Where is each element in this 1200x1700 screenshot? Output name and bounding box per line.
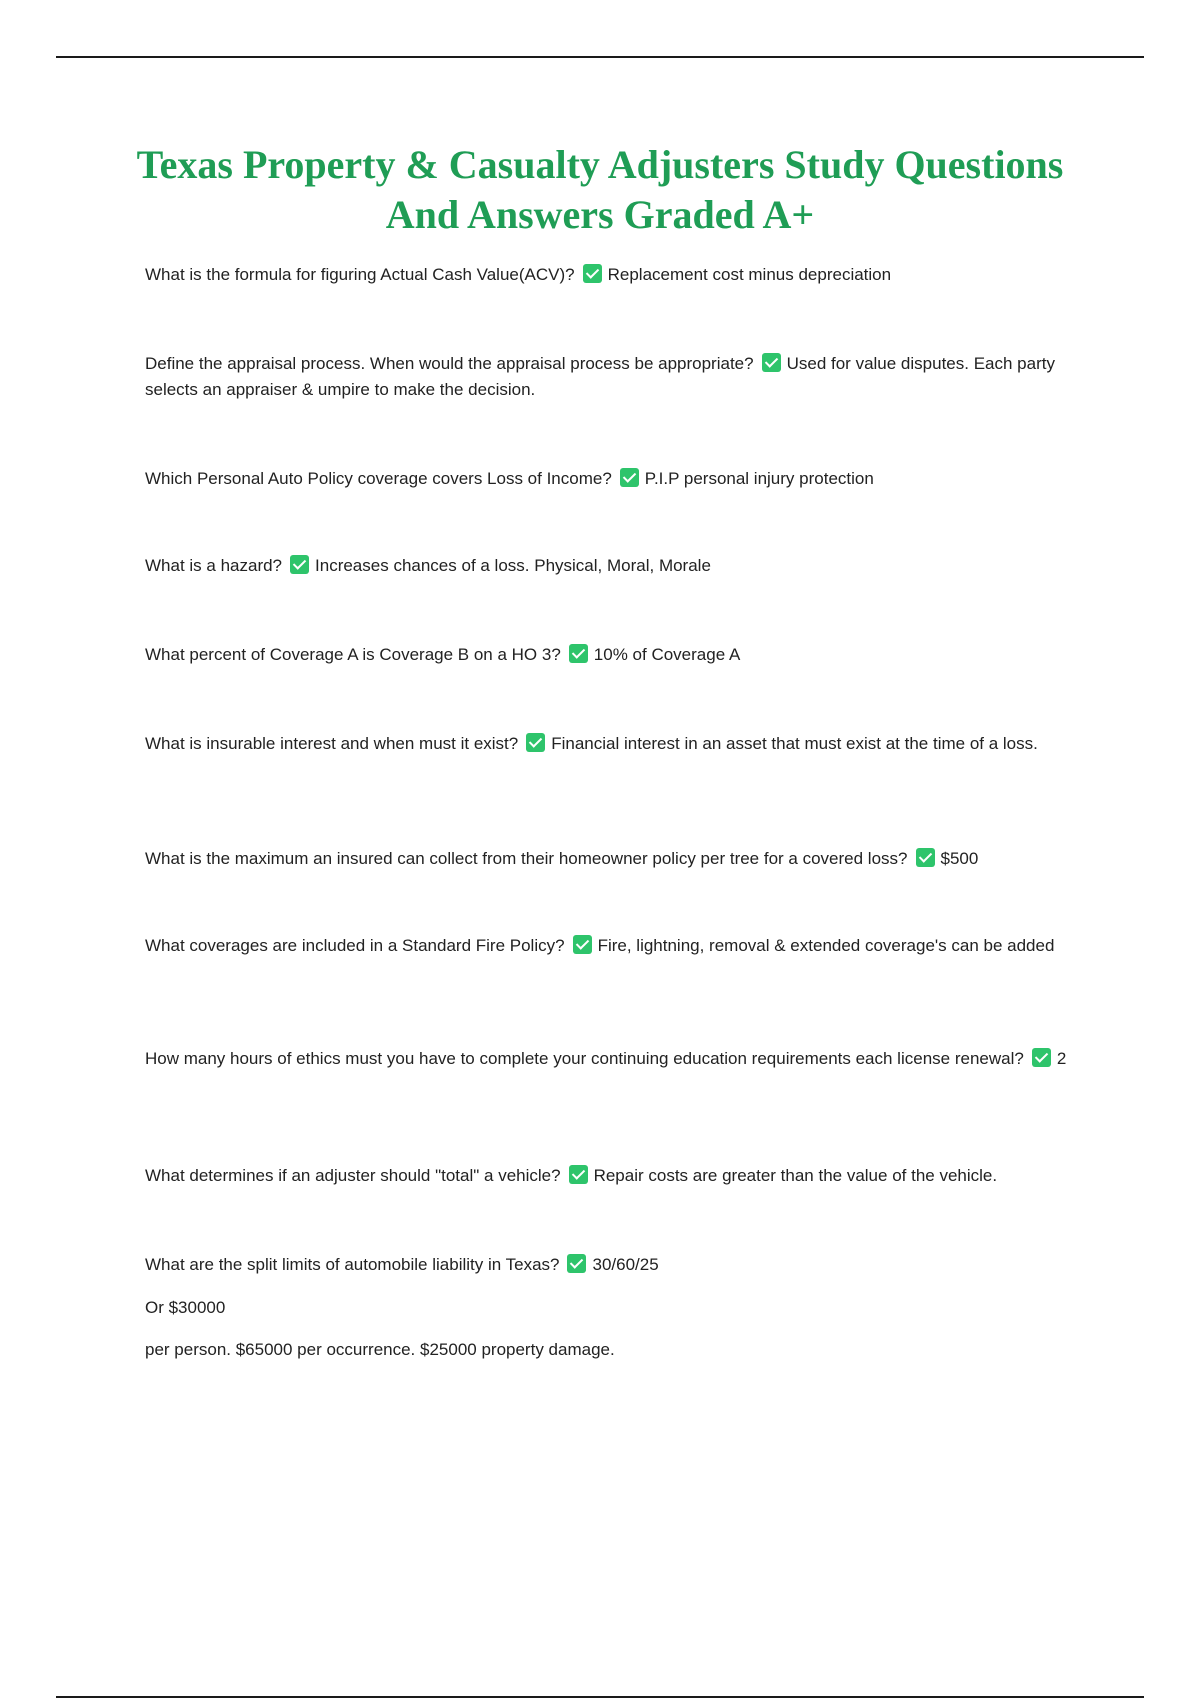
qa-item: [145, 731, 1085, 757]
qa-item: [145, 933, 1085, 959]
answer-text: Used for value disputes. Each party selects an appraiser & umpire to make the decision.: [145, 354, 1055, 399]
qa-item: [145, 846, 1085, 872]
checkmark-icon: [583, 264, 602, 283]
answer-text: 30/60/25: [592, 1255, 659, 1274]
question-text: How many hours of ethics must you have to complete your continuing education requirements each license renewal?: [145, 1049, 1024, 1068]
checkmark-icon: [620, 468, 639, 487]
qa-item: [145, 262, 1085, 288]
question-text: What coverages are included in a Standard Fire Policy?: [145, 936, 565, 955]
answer-text: Financial interest in an asset that must exist at the time of a loss.: [551, 734, 1038, 753]
qa-item: [145, 553, 1085, 579]
answer-text: P.I.P personal injury protection: [644, 469, 874, 488]
question-text: What percent of Coverage A is Coverage B on a HO 3?: [145, 645, 561, 664]
answer-text: Repair costs are greater than the value of the vehicle.: [593, 1166, 998, 1185]
qa-item: [145, 1046, 1085, 1072]
checkmark-icon: [567, 1254, 586, 1273]
answer-text: 2: [1056, 1049, 1067, 1068]
question-text: What is the formula for figuring Actual Cash Value(ACV)?: [145, 265, 575, 284]
qa-item: [145, 466, 1085, 492]
answer-text: $500: [940, 849, 979, 868]
qa-item: [145, 1252, 1085, 1278]
qa-item: [145, 1163, 1085, 1189]
document-title: Texas Property & Casualty Adjusters Study Questions And Answers Graded A+: [136, 142, 1064, 237]
qa-item: [145, 351, 1085, 403]
answer-text: Replacement cost minus depreciation: [607, 265, 892, 284]
question-text: What determines if an adjuster should "total" a vehicle?: [145, 1166, 561, 1185]
checkmark-icon: [916, 848, 935, 867]
question-text: What is the maximum an insured can collect from their homeowner policy per tree for a covered loss?: [145, 849, 908, 868]
answer-text: 10% of Coverage A: [593, 645, 741, 664]
answer-text: Increases chances of a loss. Physical, Moral, Morale: [315, 556, 711, 575]
checkmark-icon: [573, 935, 592, 954]
answer-continuation: per person. $65000 per occurrence. $25000 property damage.: [145, 1340, 615, 1359]
answer-continuation: Or $30000: [145, 1298, 226, 1317]
checkmark-icon: [526, 733, 545, 752]
answer-text: Fire, lightning, removal & extended coverage's can be added: [597, 936, 1055, 955]
question-text: What is insurable interest and when must it exist?: [145, 734, 519, 753]
checkmark-icon: [569, 644, 588, 663]
checkmark-icon: [1032, 1048, 1051, 1067]
bottom-rule: [56, 1696, 1144, 1698]
question-text: Define the appraisal process. When would the appraisal process be appropriate?: [145, 354, 754, 373]
question-text: Which Personal Auto Policy coverage covers Loss of Income?: [145, 469, 612, 488]
checkmark-icon: [290, 555, 309, 574]
question-text: What are the split limits of automobile liability in Texas?: [145, 1255, 560, 1274]
checkmark-icon: [569, 1165, 588, 1184]
question-text: What is a hazard?: [145, 556, 283, 575]
qa-item: [145, 642, 1085, 668]
checkmark-icon: [762, 353, 781, 372]
top-rule: [56, 56, 1144, 58]
